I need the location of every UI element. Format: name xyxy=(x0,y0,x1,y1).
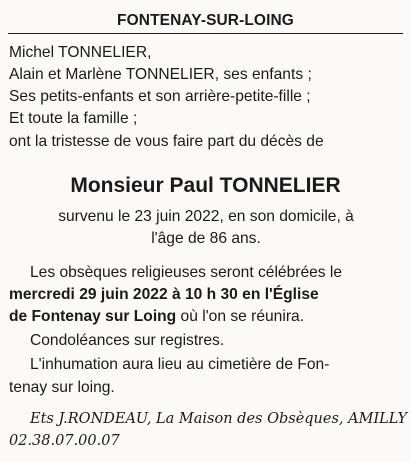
family-line-2: Alain et Marlène TONNELIER, ses enfants ; xyxy=(9,66,312,83)
funeral-line-3 xyxy=(9,306,403,328)
funeral-date-time: mercredi 29 juin 2022 à 10 h 30 en l'Église xyxy=(9,286,319,303)
family-line-4: Et toute la famille ; xyxy=(9,110,138,127)
condolences-line: Condoléances sur registres. xyxy=(30,332,225,349)
funeral-line-1: Les obsèques religieuses seront célébrées le xyxy=(30,264,343,281)
town-heading: FONTENAY-SUR-LOING xyxy=(117,12,294,29)
family-line-3: Ses petits-enfants et son arrière-petite-fille ; xyxy=(9,88,311,105)
death-line-2: l'âge de 86 ans. xyxy=(151,230,261,247)
deceased-name: Monsieur Paul TONNELIER xyxy=(70,174,341,197)
family-line-5: ont la tristesse de vous faire part du décès de xyxy=(9,133,324,150)
death-line-1: survenu le 23 juin 2022, en son domicile, à xyxy=(58,208,354,225)
burial-line-2: tenay sur loing. xyxy=(9,379,115,396)
burial-line-1: L'inhumation aura lieu au cimetière de Fon- xyxy=(30,356,330,373)
funeral-home-phone: 02.38.07.00.07 xyxy=(9,433,120,449)
funeral-line-2 xyxy=(9,284,403,306)
funeral-home-name: Ets J.RONDEAU, La Maison des Obsèques, AMILLY xyxy=(30,411,408,427)
funeral-gathering: où l'on se réunira. xyxy=(176,308,305,325)
family-line-1: Michel TONNELIER, xyxy=(9,44,152,61)
funeral-location: de Fontenay sur Loing xyxy=(9,308,177,325)
heading-divider xyxy=(8,33,403,34)
